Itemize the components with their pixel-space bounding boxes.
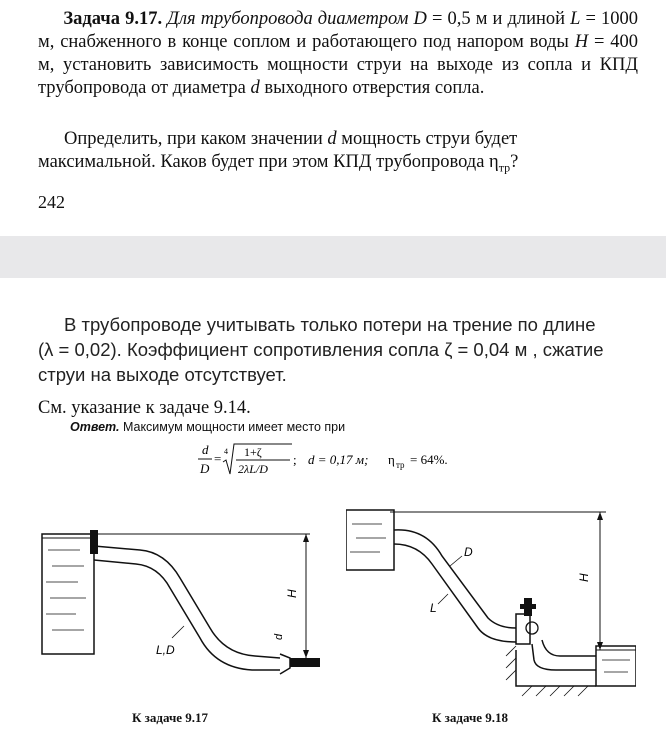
- page-number: 242: [38, 192, 65, 212]
- problem-question: [38, 128, 638, 180]
- problem-text-2: = 0,5 м и длиной: [431, 9, 566, 29]
- label-H-left: H: [285, 589, 299, 598]
- label-H-right: H: [577, 573, 591, 582]
- book-page-top: [0, 0, 666, 236]
- figure-9-17: [40, 508, 330, 708]
- answer-eta: η: [388, 452, 395, 467]
- answer-eta-subscript: тр: [396, 460, 405, 470]
- radicand-denominator: 2λL/D: [238, 462, 268, 476]
- continuation-text: [38, 312, 644, 387]
- turbine: [516, 614, 530, 644]
- reservoir-left: [42, 534, 94, 654]
- caption-9-17: К задаче 9.17: [132, 710, 209, 725]
- pipe-right-top: [394, 530, 516, 628]
- problem-text-4: = 400 м, установить зависимость мощности струи на выходе из сопла и КПД трубопровода от диаметра: [38, 32, 639, 98]
- question-eta-subscript: тр: [498, 160, 511, 175]
- root-index: 4: [224, 447, 228, 456]
- symbol-L: L: [570, 9, 581, 29]
- label-L-right: L: [430, 601, 437, 615]
- answer-formula: [196, 440, 486, 488]
- answer-text: Максимум мощности имеет место при: [122, 420, 346, 434]
- reservoir-lower: [596, 646, 636, 686]
- pipe-right-bottom: [394, 544, 516, 642]
- reservoir-upper: [346, 510, 394, 570]
- fraction-numerator: d: [202, 442, 209, 457]
- answer-eta-value: = 64%.: [410, 452, 448, 467]
- question-mark: ?: [510, 152, 519, 172]
- question-text-1: Определить, при каком значении: [64, 129, 323, 149]
- label-LD: L,D: [156, 643, 175, 657]
- problem-title: Задача 9.17.: [63, 9, 163, 29]
- formula-separator: ;: [293, 452, 297, 467]
- fraction-denominator: D: [200, 461, 210, 476]
- label-d-left: d: [273, 633, 285, 640]
- symbol-H: H: [574, 32, 589, 52]
- problem-statement: [38, 8, 638, 100]
- problem-text-5: выходного отверстия сопла.: [264, 78, 485, 98]
- continuation-line-2: (λ = 0,02). Коэффициент сопротивления сопла ζ = 0,04 м , сжатие: [38, 339, 604, 360]
- label-D-right: D: [464, 545, 473, 559]
- formula-equals: =: [214, 451, 222, 466]
- figure-9-18: [346, 500, 636, 700]
- answer-d-value: d = 0,17 м;: [308, 452, 369, 467]
- problem-text-3: = 1000 м, снабженного в конце соплом и работающего под напором воды: [38, 9, 639, 52]
- continuation-line-1: В трубопроводе учитывать только потери на трение по длине: [64, 314, 596, 335]
- formula-graphic: [196, 440, 486, 484]
- question-text-2: мощность струи будет максимальной. Каков будет при этом КПД трубопровода η: [38, 129, 518, 172]
- caption-9-18: К задаче 9.18: [432, 710, 509, 725]
- jet: [290, 658, 320, 667]
- answer-block: [70, 420, 345, 434]
- symbol-d: d: [250, 78, 260, 98]
- hint-label: См. указание к задаче 9.14.: [38, 398, 251, 418]
- page-gap: [0, 236, 666, 278]
- hint-text: [38, 398, 251, 419]
- question-symbol-d: d: [327, 129, 337, 149]
- answer-label: Ответ.: [70, 420, 120, 434]
- continuation-line-3: струи на выходе отсутствует.: [38, 364, 287, 385]
- symbol-D: D: [413, 9, 427, 29]
- problem-text-1: Для трубопровода диаметром: [167, 9, 409, 29]
- radicand-numerator: 1+ζ: [244, 445, 262, 459]
- pipe-left-bottom: [94, 560, 280, 670]
